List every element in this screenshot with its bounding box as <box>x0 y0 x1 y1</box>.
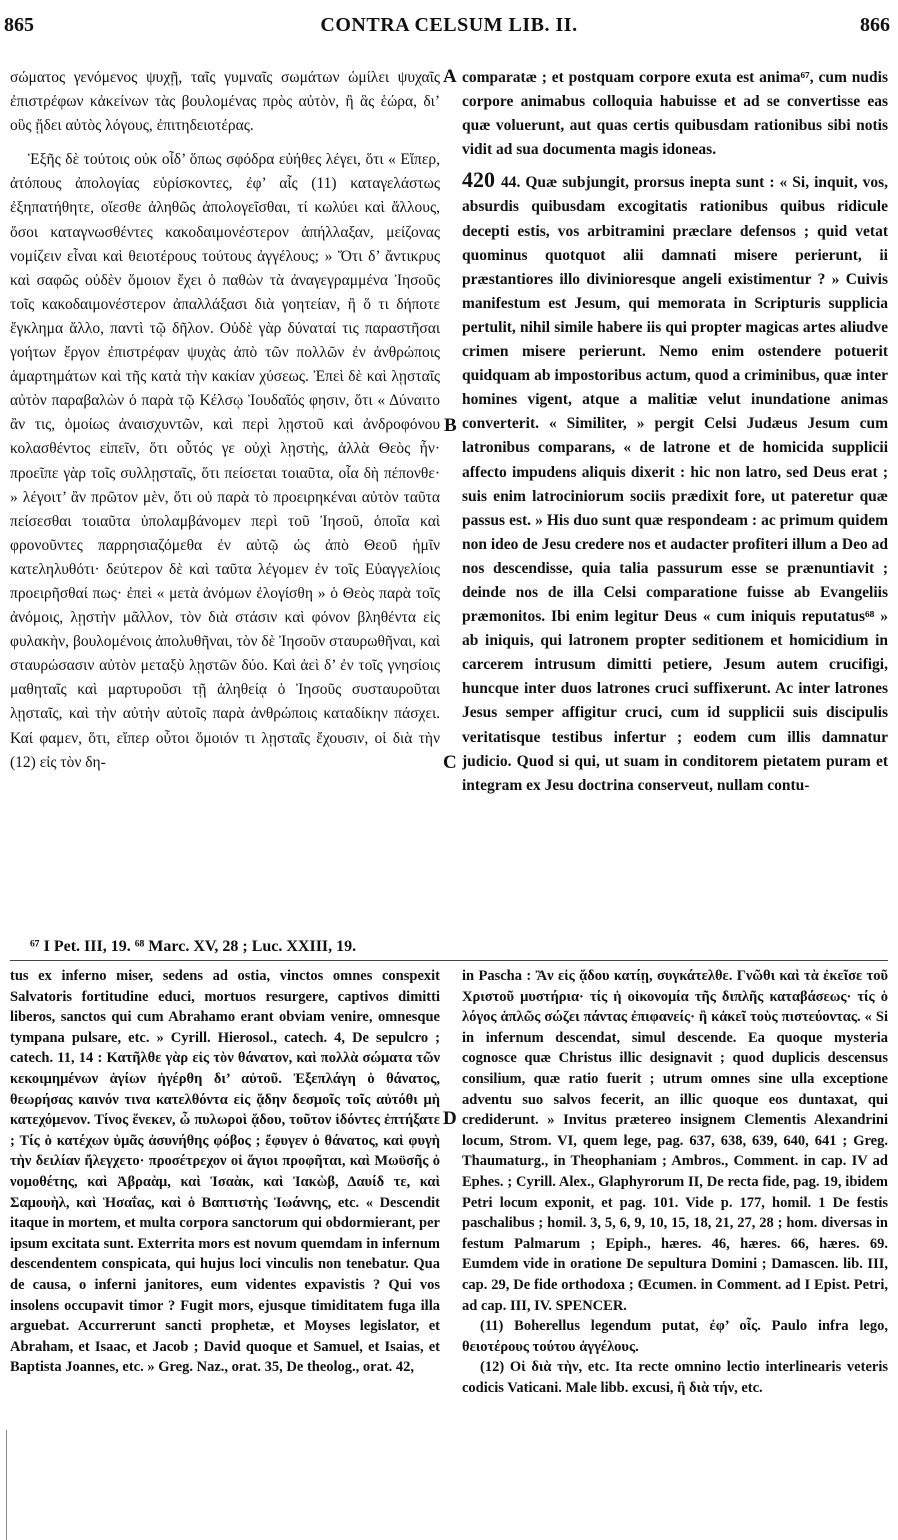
section-number: 420 <box>462 167 495 193</box>
greek-paragraph-2: Ἑξῆς δὲ τούτοις οὐκ οἶδ’ ὅπως σφόδρα εὐήθες λέγει, ὅτι « Εἴπερ, ἀτόπους ἀπολογίας εὑρίσκοντες, ἐφ’ αἷς (11) καταγελάστως ἐξηπατήθητε, οἴεσθε ἀληθῶς ἀπολογεῖσθαι, τί κωλύει καὶ ἄλλους, ὅσοι καταγνωσθέντες κακοδαιμονέστερον ἀπήλλαξαν, μείζονας νομίζειν εἶναι καὶ θειοτέρους τούτους ἀγγέλους; » Ὅτι δ’ ἄντικρυς καὶ σαφῶς οὐδὲν ὅμοιον ἔχει ὁ παθὼν τὰ ἀναγεγραμμένα Ἰησοῦς τοῖς κακοδαιμονέστερον ἀπαλλάξασι διὰ γοητείαν, ἢ ὅ τι δήποτε ἔγκλημα ἄλλο, παντὶ τῷ δῆλον. Οὐδὲ γὰρ δύναταί τις παραστῆσαι γοήτων ἔργον ἐπιστρέφαν ψυχὰς ἀπὸ τῶν πολλῶν ἐν ἀνθρώποις ἁμαρτημάτων καὶ τῆς κατὰ τὴν κακίαν χύσεως. Ἐπεὶ δὲ καὶ λῃσταῖς αὐτὸν παραβαλὼν ὁ παρὰ τῷ Κέλσῳ Ἰουδαῖός φησιν, ὅτι « Δύναιτο ἂν τις, ὁμοίως ἀναισχυντῶν, καὶ περὶ λῃστοῦ καὶ ἀνδροφόνου κολασθέντος εἰπεῖν, ὅτι οὗτός γε οὐχὶ λῃστὴς, ἀλλὰ Θεὸς ἦν· προεῖπε γὰρ τοῖς συλλῃσταῖς, ὅτι πείσεται τοιαῦτα, οἷα δὴ πέπονθε· » λέγοιτ’ ἂν πρῶτον μὲν, ὅτι οὐ παρὰ τὸ προειρηκέναι αὐτὸν ταῦτα πείσεσθαι τοιαῦτα ὑπολαμβάνομεν περὶ τοῦ Ἰησοῦ, ὁποῖα καὶ φρονοῦντες παρρησιαζόμεθα ἐν αὐτῷ ὡς ἀπὸ Θεοῦ ἡμῖν κατεληλυθότι· δεύτερον δὲ καὶ ταῦτα λέγομεν ἐν τοῖς Εὐαγγελίοις προειρῆσθαί πως· ἐπεὶ « μετὰ ἀνόμων ἐλογίσθη » ὁ Θεὸς παρὰ τοῖς ἀνόμοις, λῃστὴν μᾶλλον, τὸν διὰ στάσιν καὶ φόνον βληθέντα εἰς φυλακὴν, βουλομένοις ἀπολυθῆναι, τὸν δὲ Ἰησοῦν σταυρωθῆναι, καὶ σταυρώσασιν αὐτὸν μεταξὺ λῃστῶν δύο. Καὶ ἀεὶ δ’ ἐν τοῖς γνησίοις μαθηταῖς καὶ μαρτυροῦσι τῇ ἀληθείᾳ ὁ Ἰησοῦς συσταυροῦται λῃσταῖς, καὶ τὴν αὐτὴν αὐτοῖς παρὰ ἀνθρώποις καταδίκην πάσχει. Καί φαμεν, ὅτι, εἴπερ οὗτοι ὅμοιόν τι λῃσταῖς ἔχουσιν, οἱ διὰ τὴν (12) εἰς τὸν δη- <box>10 151 440 771</box>
notes-right-column <box>462 966 888 1436</box>
note-11: (11) Boherellus legendum putat, ἐφ’ οἷς. Paulo infra lego, θειοτέρους τούτου ἀγγέλους. <box>462 1318 888 1355</box>
footnote-references: ⁶⁷ I Pet. III, 19. ⁶⁸ Marc. XV, 28 ; Luc. XXIII, 19. <box>30 938 357 955</box>
latin-paragraph-2 <box>462 168 888 797</box>
running-title: CONTRA CELSUM LIB. II. <box>320 14 578 36</box>
right-page-number: 866 <box>860 14 890 36</box>
column-marker-c: C <box>443 752 457 773</box>
notes-left-column <box>10 966 440 1436</box>
column-marker-b: B <box>444 415 457 436</box>
column-marker-a: A <box>443 66 457 87</box>
greek-paragraph-1: σώματος γενόμενος ψυχῇ, ταῖς γυμναῖς σωμάτων ὡμίλει ψυχαῖς ἐπιστρέφων κἀκείνων τὰς βουλομένας πρὸς αὐτὸν, ἢ ἃς ἑώρα, δι’ οὓς ᾔδει αὐτὸς λόγους, ἐπιτηδειοτέρας. <box>10 69 440 135</box>
latin-paragraph-2-text: 44. Quæ subjungit, prorsus inepta sunt : « Si, inquit, vos, absurdis quibusdam excogitatis rationibus quibus ridicule decepti estis, vos arbitramini præclare defensos ; quid vetat quominus quotquot alii damnati misere perierunt, ii præstantiores illo divinioresque angeli existimentur ? » Cuivis manifestum est Jesum, qui memorata in Scripturis supplicia pertulit, nihil simile habere iis qui propter magicas artes aliudve crimen misere perierunt. Nemo enim ostendere potuerit quidquam ab impostoribus actum, quod a criminibus, quæ inter homines vigent, atque a malitiæ velut inundatione animas converterit. « Similiter, » pergit Celsi Judæus Jesum cum latronibus comparans, « de latrone et de homicida supplicii affecto impudens aliquis dixerit : hic non latro, sed Deus erat ; suis enim latrociniorum sociis prædixit fore, ut pateretur quæ passus est. » His duo sunt quæ respondeam : ac primum quidem non ideo de Jesu credere nos et audacter profiteri illum a Deo ad nos descendisse, quia talia passurum esse se prænuntiavit ; deinde nos de illa Celsi comparatione fuisse ab Evangeliis præmonitos. Ibi enim legitur Deus « cum iniquis reputatus⁶⁸ » ab iniquis, qui latronem propter seditionem et homicidium in carcerem intrusum dimitti petiere, Jesum autem crucifigi, huncque inter duos latrones cruci suffixerunt. Ac inter latrones Jesus semper affigitur cruci, cum id supplicii suis discipulis veritatisque testibus infertur ; eodem cum illis damnatur judicio. Quod si qui, ut suam in conditorem pietatem puram et integram ex Jesu doctrina conserveut, nullam contu- <box>462 174 888 794</box>
latin-paragraph-1: comparatæ ; et postquam corpore exuta est anima⁶⁷, cum nudis corpore animabus colloquia habuisse et ad se convertisse eas quæ voluerunt, aut quas certis quibusdam rationibus sibi notis vidit ad sua documenta magis idoneas. <box>462 69 888 159</box>
notes-right-text: in Pascha : Ἂν εἰς ᾅδου κατίῃ, συγκάτελθε. Γνῶθι καὶ τὰ ἐκεῖσε τοῦ Χριστοῦ μυστήρια· τίς ἡ οἰκονομία τῆς διπλῆς καταβάσεως· τίς ὁ λόγος ἁπλῶς σώζει πάντας ἐπιφανείς· ἢ κἀκεῖ τοὺς πιστεύοντας. « Si in infernum descendat, simul descende. Ea quoque mysteria cognosce quæ Christus illic designavit ; quod duplicis descensus consilium, quæ ratio fuerit ; utrum omnes sine ulla exceptione adventu suo salvos fecerit, an illic quoque eos duntaxat, qui crediderunt. » Invitus prætereo insignem Clementis Alexandrini locum, Strom. VI, quem lege, pag. 637, 638, 639, 640, 641 ; Greg. Thaumaturg., in Theophaniam ; Ambros., Comment. in cap. IV ad Ephes. ; Cyrill. Alex., Glaphyrorum II, De recta fide, pag. 19, ibidem Petri locum exponit, et pag. 101. Vide p. 177, homil. 1 De festis paschalibus ; homil. 3, 5, 6, 9, 10, 15, 18, 21, 27, 28 ; hom. diversas in festum Palmarum ; Epiph., hæres. 46, hæres. 66, hæres. 69. Eumdem vide in oratione De sepultura Domini ; Damascen. lib. III, cap. 29, De fide orthodoxa ; Œcumen. in Comment. ad I Epist. Petri, ad cap. III, IV. SPENCER. <box>462 968 888 1314</box>
column-marker-d: D <box>443 1108 457 1129</box>
greek-column <box>10 66 440 936</box>
latin-column <box>462 66 888 936</box>
running-header <box>0 6 898 46</box>
margin-line <box>6 1430 7 1540</box>
note-12: (12) Οἱ διὰ τὴν, etc. Ita recte omnino lectio interlinearis veteris codicis Vaticani. Male libb. excusi, ἢ διὰ τήν, etc. <box>462 1359 888 1396</box>
left-page-number: 865 <box>4 14 34 36</box>
notes-left-text: tus ex inferno miser, sedens ad ostia, vinctos omnes conspexit Salvatoris fortitudine educi, mortuos resurgere, captivos dimitti liberos, sanctos qui cum Abrahamo erant obviam venire, omnesque tympana pulsare, etc. » Cyrill. Hierosol., catech. 4, De sepulcro ; catech. 11, 14 : Κατῆλθε γὰρ εἰς τὸν θάνατον, καὶ πολλὰ σώματα τῶν κεκοιμημένων ἁγίων ἠγέρθη δι’ αὐτοῦ. Ἐξεπλάγη ὁ θάνατος, θεωρήσας καινόν τινα κατελθόντα εἰς ᾅδην δεσμοῖς τοῖς αὐτόθι μὴ κατεχόμενον. Τίνος ἕνεκεν, ὦ πυλωροὶ ᾅδου, τοῦτον ἰδόντες ἐπτήξατε ; Τίς ὁ κατέχων ὑμᾶς ἀσυνήθης φόβος ; ἔφυγεν ὁ θάνατος, καὶ φυγὴ τὴν δειλίαν ἤλεγχετο· προσέτρεχον οἱ ἅγιοι προφῆται, καὶ Μωϋσῆς ὁ νομοθέτης, καὶ Ἀβραὰμ, καὶ Ἰσαὰκ, καὶ Ἰακὼβ, Δαυίδ τε, καὶ Σαμουὴλ, καὶ Ἡσαΐας, καὶ ὁ Βαπτιστὴς Ἰωάννης, etc. « Descendit itaque in mortem, et multa corpora sanctorum qui obdormierant, per ipsum excitata sunt. Exterrita mors est novum quemdam in infernum descendentem conspicata, qui hujus loci vinculis non tenebatur. Qua de causa, o inferni janitores, eum videntes expavistis ? Qui vos insolens occupavit timor ? Fugit mors, ejusque timiditatem fuga illa arguebat. Accurrerunt sancti prophetæ, et Moyses legislator, et Abraham, et Isaac, et Jacob ; David quoque et Samuel, et Isaias, et Baptista Joannes, etc. » Greg. Naz., orat. 35, De theolog., orat. 42, <box>10 968 440 1376</box>
notes-divider <box>10 960 888 961</box>
